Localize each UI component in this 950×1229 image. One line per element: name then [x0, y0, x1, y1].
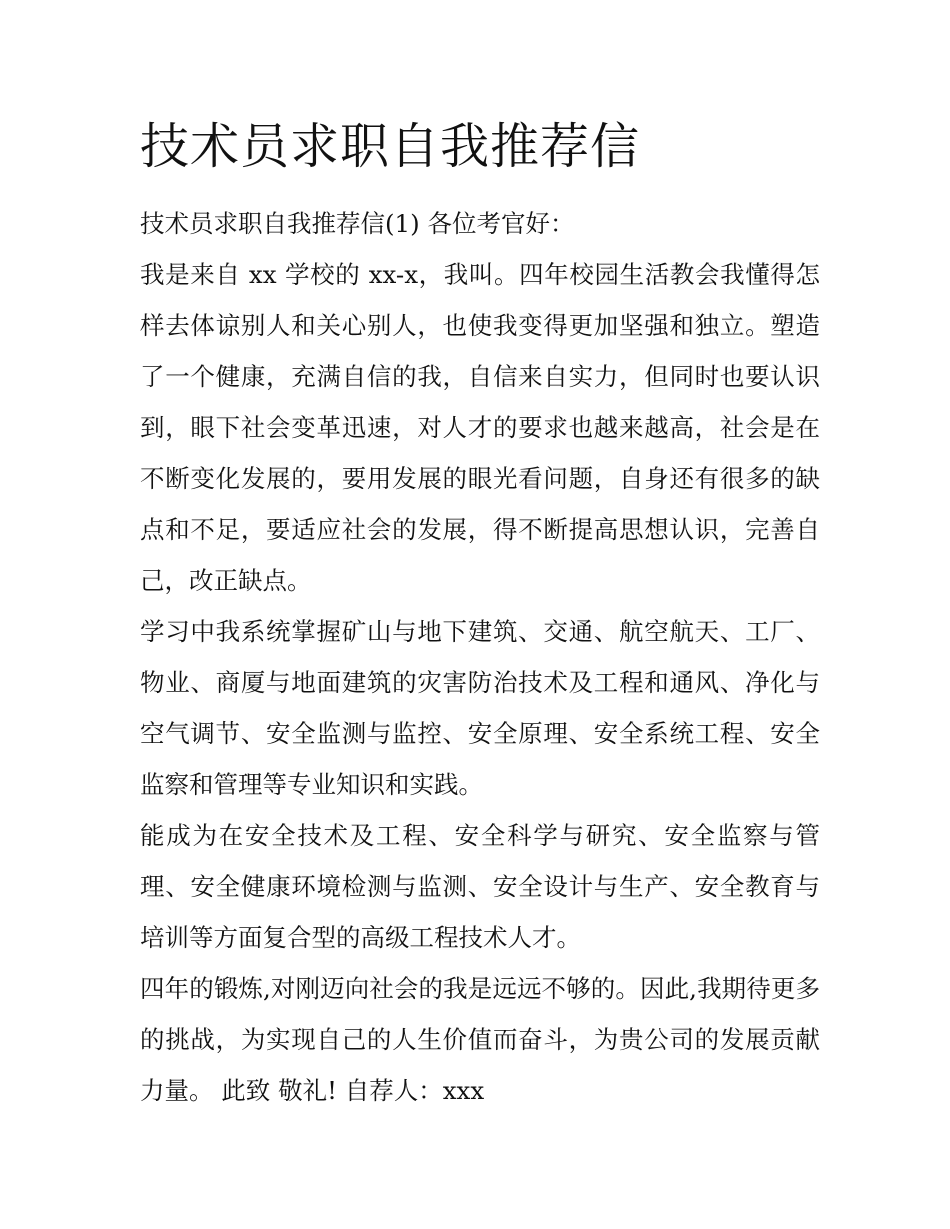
- document-body: [140, 198, 820, 1116]
- paragraph-introduction: 我是来自 xx 学校的 xx-x，我叫。四年校园生活教会我懂得怎样去体谅别人和关心别人，也使我变得更加坚强和独立。塑造了一个健康，充满自信的我，自信来自实力，但同时也要认识到，眼下社会变革迅速，对人才的要求也越来越高，社会是在不断变化发展的，要用发展的眼光看问题，自身还有很多的缺点和不足，要适应社会的发展，得不断提高思想认识，完善自己，改正缺点。: [140, 260, 820, 595]
- paragraph-studies: 学习中我系统掌握矿山与地下建筑、交通、航空航天、工厂、物业、商厦与地面建筑的灾害防治技术及工程和通风、净化与空气调节、安全监测与监控、安全原理、安全系统工程、安全监察和管理等专业知识和实践。: [140, 617, 820, 799]
- paragraph-greeting: 技术员求职自我推荐信(1) 各位考官好：: [140, 209, 575, 238]
- paragraph-goals: 能成为在安全技术及工程、安全科学与研究、安全监察与管理、安全健康环境检测与监测、安全设计与生产、安全教育与培训等方面复合型的高级工程技术人才。: [140, 821, 820, 952]
- document-title: 技术员求职自我推荐信: [140, 118, 641, 175]
- paragraph-closing: 四年的锻炼,对刚迈向社会的我是远远不够的。因此,我期待更多的挑战，为实现自己的人生价值而奋斗，为贵公司的发展贡献力量。 此致 敬礼! 自荐人：xxx: [140, 974, 820, 1105]
